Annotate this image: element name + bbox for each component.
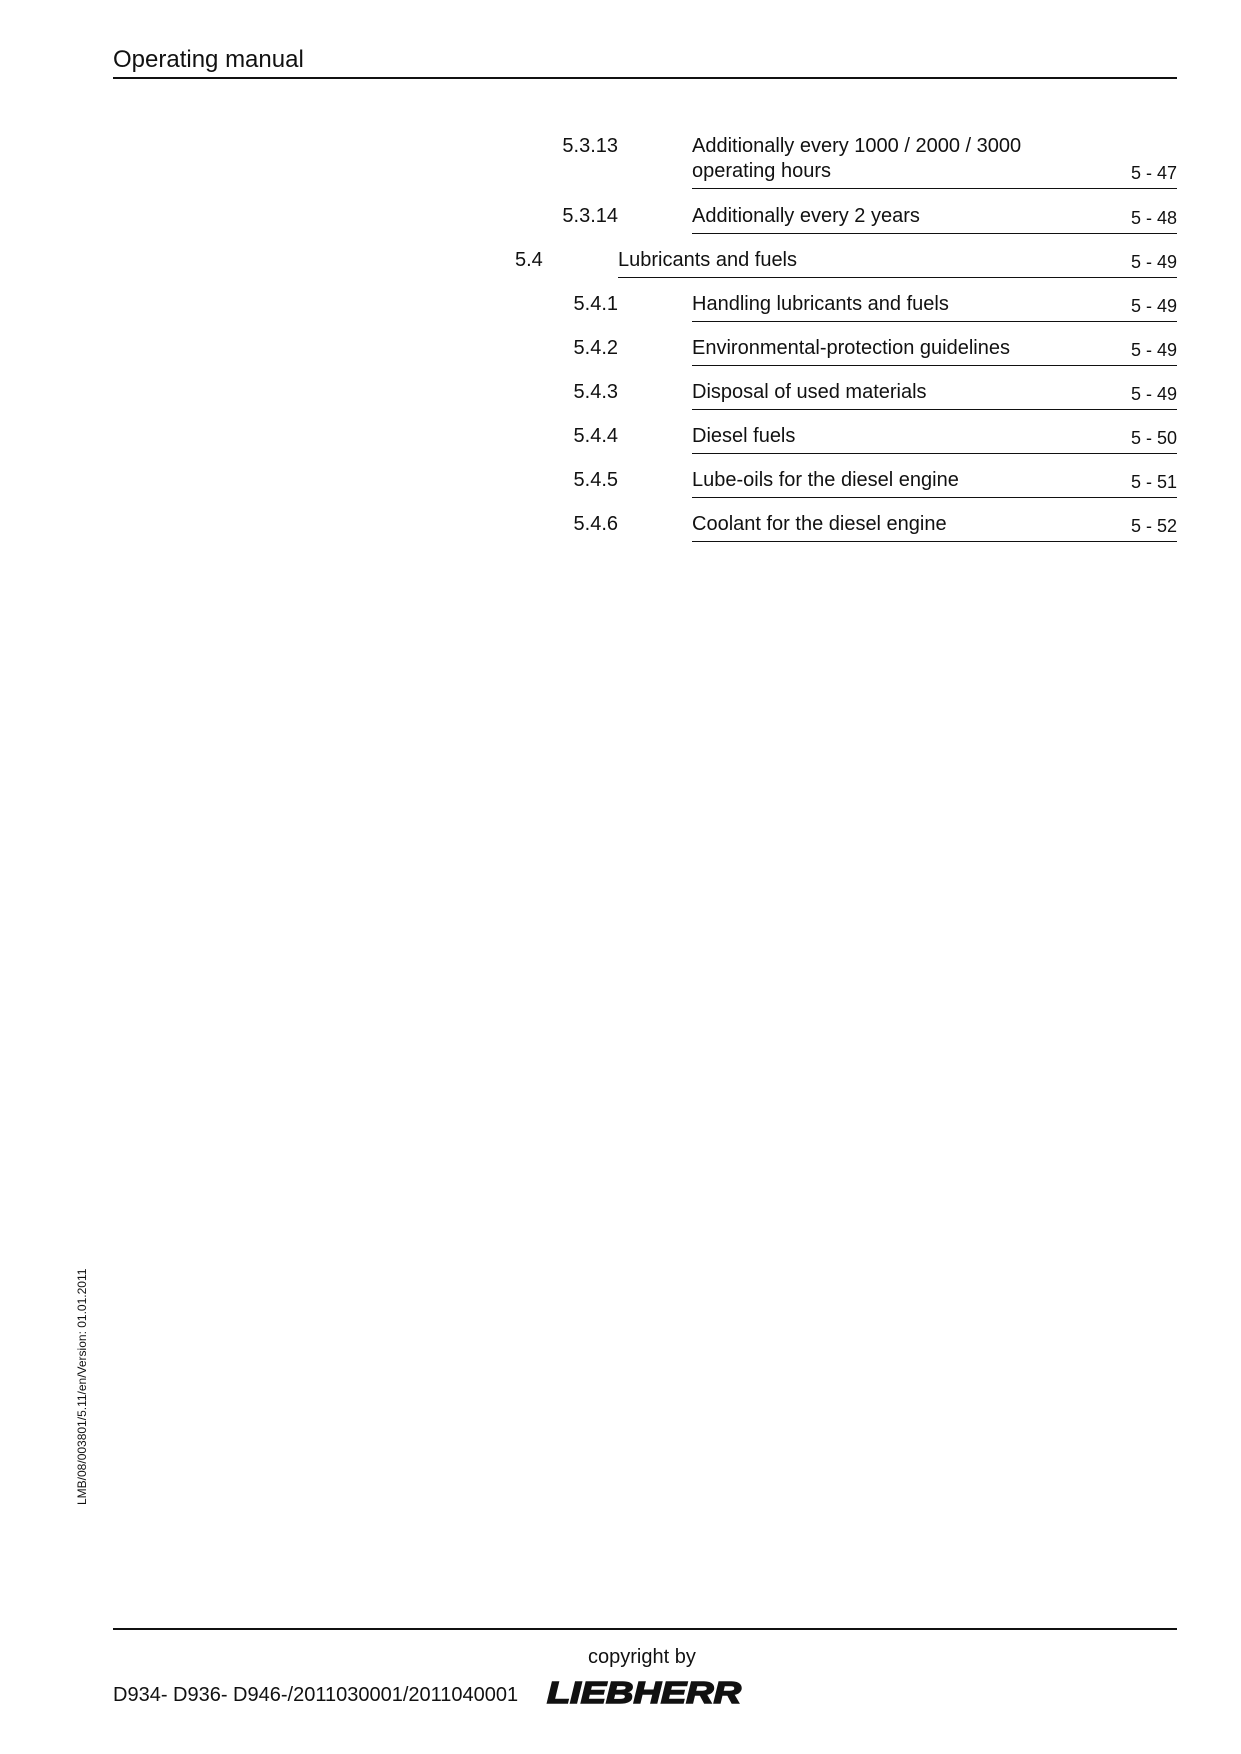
liebherr-logo-text: LIEBHERR	[547, 1676, 742, 1708]
toc-entry-page: 5 - 50	[1130, 428, 1177, 448]
toc-entry-underline	[692, 453, 1177, 454]
toc-entry-page: 5 - 49	[1130, 252, 1177, 272]
footer-divider	[113, 1628, 1177, 1630]
toc-entry-number: 5.4.6	[573, 513, 618, 535]
page-header-title: Operating manual	[113, 46, 304, 73]
toc-entry-page: 5 - 49	[1130, 340, 1177, 360]
toc-entry-underline	[692, 365, 1177, 366]
toc-entry-number: 5.4.4	[573, 425, 618, 447]
toc-entry-underline	[692, 409, 1177, 410]
toc-entry-title: Lubricants and fuels	[618, 249, 798, 271]
toc-entry-title: Additionally every 2 years	[692, 205, 920, 227]
toc-entry-underline	[692, 541, 1177, 542]
toc-entry-page: 5 - 51	[1130, 472, 1177, 492]
copyright-label: copyright by	[588, 1646, 696, 1668]
toc-entry-page: 5 - 48	[1130, 208, 1177, 228]
toc-entry-underline	[618, 277, 1177, 278]
toc-entry-page: 5 - 47	[1130, 163, 1177, 183]
toc-entry-number: 5.4.1	[573, 293, 618, 315]
header-divider	[113, 77, 1177, 79]
toc-entry-5-4-6[interactable]	[540, 511, 1177, 542]
toc-entry-title: Diesel fuels	[692, 425, 796, 447]
toc-entry-underline	[692, 188, 1177, 189]
toc-entry-title: Coolant for the diesel engine	[692, 513, 947, 535]
toc-entry-number: 5.3.14	[562, 205, 618, 227]
toc-entry-5-4-1[interactable]	[540, 291, 1177, 322]
toc-entry-title: Handling lubricants and fuels	[692, 293, 949, 315]
toc-entry-5-4-2[interactable]	[540, 335, 1177, 366]
document-version-note: LMB/08/003801/5.11/en/Version: 01.01.2011	[75, 1268, 89, 1505]
toc-entry-5-4[interactable]	[515, 247, 1177, 278]
toc-entry-5-3-14[interactable]	[540, 203, 1177, 234]
toc-entry-5-4-5[interactable]	[540, 467, 1177, 498]
toc-entry-number: 5.4.5	[573, 469, 618, 491]
toc-entry-number: 5.4	[515, 249, 543, 271]
toc-entry-title: Environmental-protection guidelines	[692, 337, 1010, 359]
toc-entry-5-4-3[interactable]	[540, 379, 1177, 410]
toc-entry-5-3-13[interactable]	[540, 133, 1177, 189]
toc-entry-number: 5.4.2	[573, 337, 618, 359]
toc-entry-underline	[692, 321, 1177, 322]
toc-entry-title-line2: operating hours	[692, 160, 831, 182]
liebherr-logo	[546, 1676, 742, 1708]
toc-entry-underline	[692, 497, 1177, 498]
document-id: D934- D936- D946-/2011030001/2011040001	[113, 1684, 519, 1706]
toc-entry-page: 5 - 52	[1130, 516, 1177, 536]
toc-entry-underline	[692, 233, 1177, 234]
toc-entry-title: Disposal of used materials	[692, 381, 927, 403]
toc-entry-number: 5.3.13	[562, 135, 618, 157]
toc-entry-number: 5.4.3	[573, 381, 618, 403]
toc-entry-5-4-4[interactable]	[540, 423, 1177, 454]
toc-entry-page: 5 - 49	[1130, 296, 1177, 316]
toc-entry-page: 5 - 49	[1130, 384, 1177, 404]
toc-entry-title: Lube-oils for the diesel engine	[692, 469, 959, 491]
toc-entry-title: Additionally every 1000 / 2000 / 3000	[692, 135, 1022, 157]
